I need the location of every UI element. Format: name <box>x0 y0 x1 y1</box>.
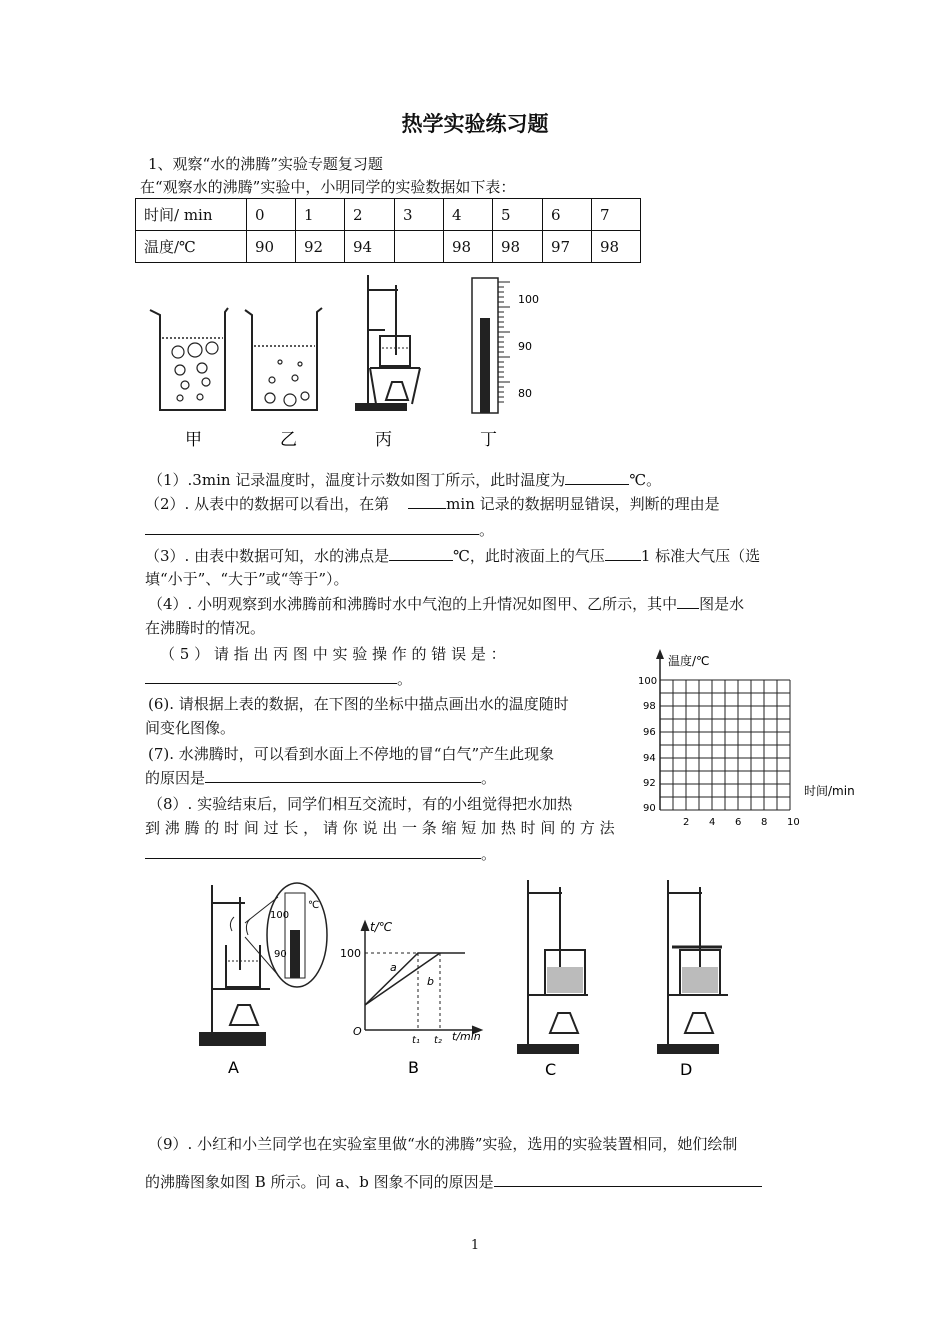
grid-xtick: 6 <box>735 817 742 828</box>
fig-label-jia: 甲 <box>185 430 202 450</box>
question-text: 。 <box>481 845 497 863</box>
grid-ytick: 100 <box>638 676 658 687</box>
question-text: 1 标准大气压（选 <box>640 547 761 565</box>
intro-text: 在“观察水的沸腾”实验中，小明同学的实验数据如下表： <box>140 178 516 196</box>
question-7-line2 <box>145 766 496 790</box>
table-cell <box>395 231 444 263</box>
fig2-caption-d: D <box>680 1060 693 1079</box>
graph-t2: t₂ <box>434 1035 442 1046</box>
fig2-caption-b: B <box>408 1058 419 1077</box>
thermometer-zoom <box>267 883 327 987</box>
question-4 <box>148 592 744 616</box>
fig2-caption-a: A <box>228 1058 239 1077</box>
grid-ytick: 92 <box>643 778 656 789</box>
graph-origin: O <box>353 1025 362 1038</box>
question-2 <box>145 492 720 516</box>
question-6-line2: 间变化图像。 <box>145 719 236 737</box>
zoom-label-100: 100 <box>270 910 290 921</box>
table-cell: 5 <box>493 199 543 231</box>
table-cell: 2 <box>345 199 395 231</box>
table-row <box>136 231 641 263</box>
question-8-answer <box>145 842 496 866</box>
zoom-label-unit: ℃ <box>308 900 320 911</box>
table-cell: 94 <box>345 231 395 263</box>
question-5-answer <box>145 667 412 691</box>
table-cell: 1 <box>296 199 345 231</box>
grid-xtick: 2 <box>683 817 690 828</box>
data-table <box>135 198 641 263</box>
question-4-line2: 在沸腾时的情况。 <box>145 619 266 637</box>
question-2-answer <box>145 518 494 542</box>
question-8-line2: 到 沸 腾 的 时 间 过 长 ， 请 你 说 出 一 条 缩 短 加 热 时 间 的 方 法 <box>145 819 615 837</box>
fig-label-ding: 丁 <box>480 430 497 450</box>
question-7: (7). 水沸腾时，可以看到水面上不停地的冒“白气”产生此现象 <box>148 745 555 763</box>
thermo-label-80: 80 <box>518 387 532 400</box>
question-text: ℃。 <box>629 471 662 489</box>
table-cell: 3 <box>395 199 444 231</box>
grid-ytick: 98 <box>643 701 656 712</box>
figure-abcd <box>190 875 730 1085</box>
question-text: 的原因是 <box>145 769 206 787</box>
graph-t1: t₁ <box>412 1035 420 1046</box>
grid-ytick: 90 <box>643 803 656 814</box>
thermo-label-100: 100 <box>518 293 539 306</box>
page-number: 1 <box>470 1238 480 1253</box>
apparatus-a <box>200 885 278 1045</box>
table-cell: 6 <box>543 199 592 231</box>
question-text: 。 <box>481 769 497 787</box>
table-cell: 温度/℃ <box>136 231 247 263</box>
fig2-caption-c: C <box>545 1060 557 1079</box>
table-cell: 97 <box>543 231 592 263</box>
page-title: 热学实验练习题 <box>401 112 549 136</box>
question-1 <box>148 468 661 492</box>
beaker-yi <box>245 308 322 410</box>
table-row <box>136 199 641 231</box>
table-cell: 90 <box>247 231 296 263</box>
graph-line-b: b <box>427 975 434 988</box>
table-cell: 92 <box>296 231 345 263</box>
table-cell: 0 <box>247 199 296 231</box>
graph-ylabel: t/℃ <box>370 920 393 934</box>
section-heading: 1、观察“水的沸腾”实验专题复习题 <box>148 155 383 173</box>
table-cell: 7 <box>592 199 641 231</box>
grid-ylabel: 温度/℃ <box>668 654 710 668</box>
table-cell: 98 <box>592 231 641 263</box>
temperature-grid <box>630 645 870 835</box>
fig-label-yi: 乙 <box>280 430 297 450</box>
figure-boiling-observation <box>140 270 560 455</box>
graph-b <box>361 921 482 1034</box>
question-text: min 记录的数据明显错误，判断的理由是 <box>446 495 720 513</box>
thermometer-ding <box>472 278 539 413</box>
grid-xlabel: 时间/min <box>804 784 855 798</box>
question-text: ℃，此时液面上的气压 <box>453 547 605 565</box>
question-8: （8）. 实验结束后，同学们相互交流时，有的小组觉得把水加热 <box>148 795 573 813</box>
question-text: 的沸腾图象如图 B 所示。问 a、b 图象不同的原因是 <box>145 1173 494 1191</box>
table-cell: 98 <box>493 231 543 263</box>
question-6: (6). 请根据上表的数据，在下图的坐标中描点画出水的温度随时 <box>148 695 569 713</box>
question-text: （4）. 小明观察到水沸腾前和沸腾时水中气泡的上升情况如图甲、乙所示，其中 <box>148 595 678 613</box>
grid-ytick: 94 <box>643 753 656 764</box>
question-text: 图是水 <box>699 595 745 613</box>
grid-xtick: 4 <box>709 817 716 828</box>
question-text: （2）. 从表中的数据可以看出，在第 <box>145 495 390 513</box>
question-text: 。 <box>397 670 413 688</box>
question-5: （ 5 ） 请 指 出 丙 图 中 实 验 操 作 的 错 误 是 ： <box>160 645 506 663</box>
table-cell: 时间/ min <box>136 199 247 231</box>
grid-ytick: 96 <box>643 727 656 738</box>
apparatus-d <box>658 880 728 1053</box>
graph-y-value: 100 <box>340 947 361 960</box>
question-9: （9）. 小红和小兰同学也在实验室里做“水的沸腾”实验，选用的实验装置相同，她们绘制 <box>148 1135 738 1153</box>
beaker-jia <box>150 308 228 410</box>
question-text: （1）.3min 记录温度时，温度计示数如图丁所示，此时温度为 <box>148 471 566 489</box>
graph-line-a: a <box>390 961 397 974</box>
question-text: 。 <box>479 521 495 539</box>
graph-xlabel: t/min <box>452 1030 481 1043</box>
question-3 <box>145 544 760 568</box>
thermo-label-90: 90 <box>518 340 532 353</box>
fig-label-bing: 丙 <box>375 430 392 450</box>
apparatus-bing <box>356 275 420 410</box>
zoom-label-90: 90 <box>274 949 287 960</box>
apparatus-c <box>518 880 588 1053</box>
question-3-line2: 填“小于”、“大于”或“等于”）。 <box>145 570 349 588</box>
question-text: （3）. 由表中数据可知，水的沸点是 <box>145 547 390 565</box>
table-cell: 98 <box>444 231 493 263</box>
question-9-line2 <box>145 1170 762 1194</box>
grid-xtick: 8 <box>761 817 768 828</box>
table-cell: 4 <box>444 199 493 231</box>
grid-xtick: 10 <box>787 817 800 828</box>
